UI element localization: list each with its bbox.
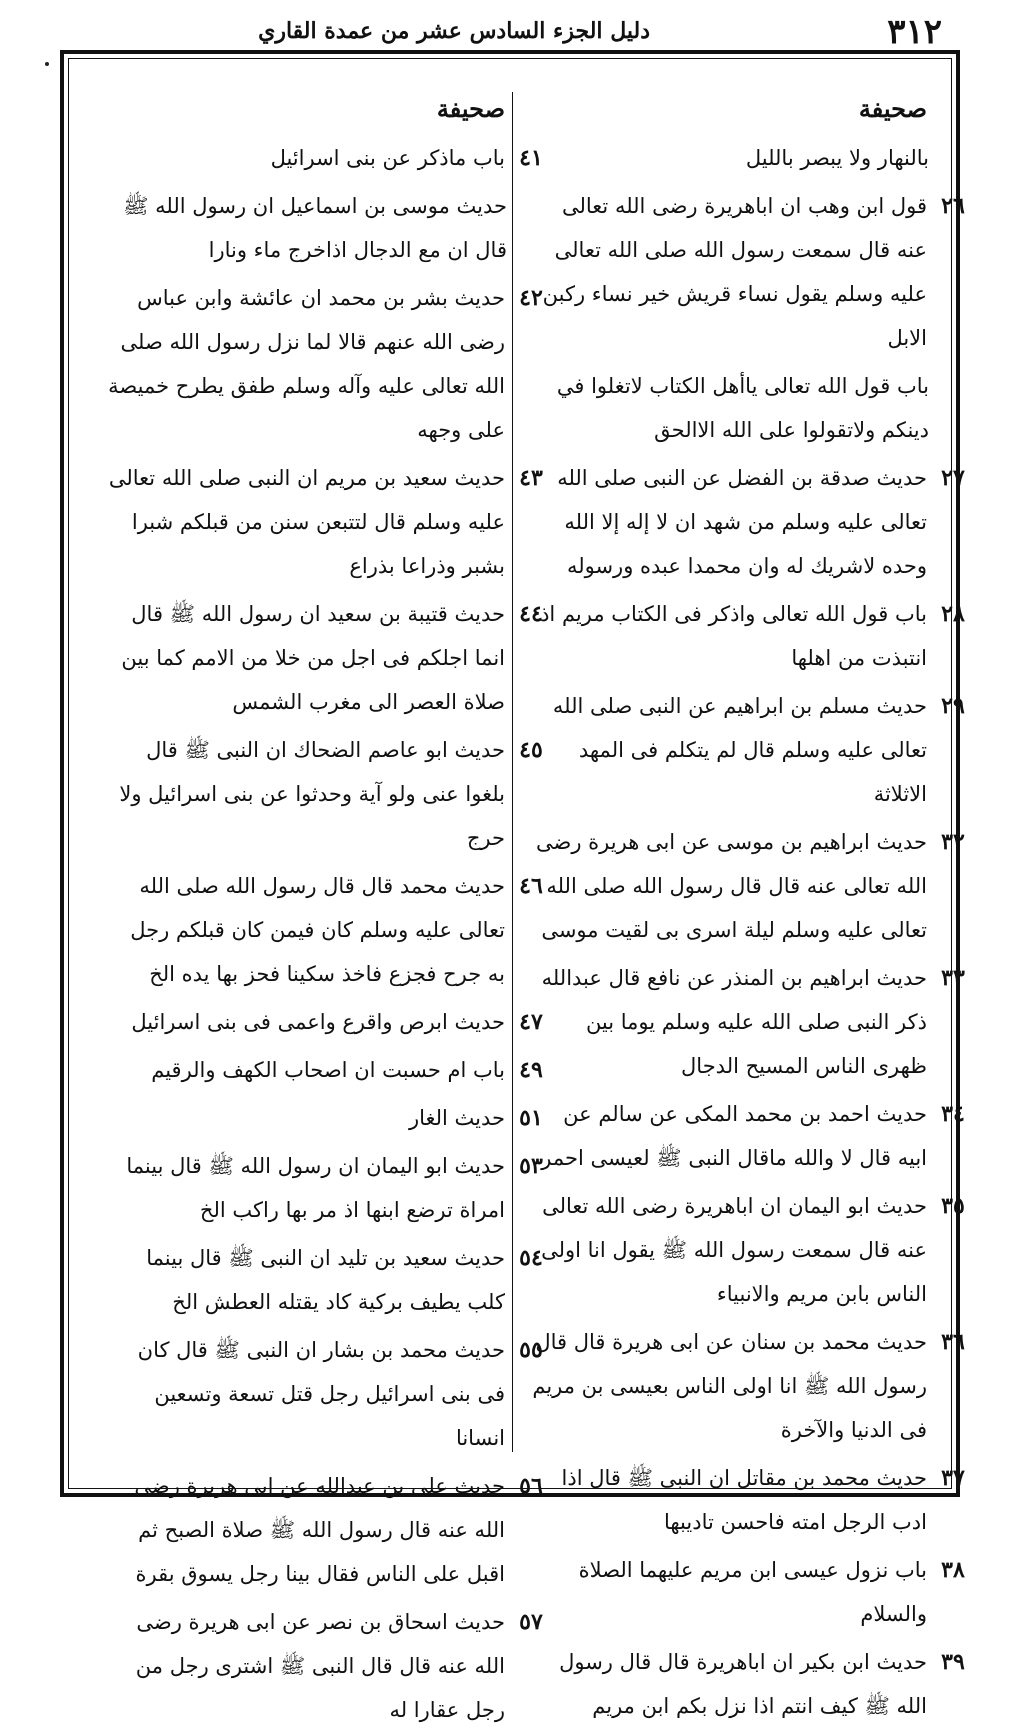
entry-page-number: ٥٣	[519, 1153, 543, 1179]
entry-text: باب ماذكر عن بنى اسرائيل	[270, 146, 505, 170]
index-entry	[107, 1144, 543, 1232]
index-entry	[529, 1092, 965, 1180]
entry-text: حديث سعيد بن مريم ان النبى صلى الله تعالى عليه وسلم قال لتتبعن سنن من قبلكم شبرا بشبر وذراعا بذراع	[108, 466, 505, 578]
entry-page-number: ٣٢	[941, 829, 965, 855]
entry-page-number: ٢٧	[941, 465, 965, 491]
entry-page-number: ٢٩	[941, 693, 965, 719]
index-entry	[107, 864, 543, 996]
entry-page-number: ٤١	[519, 145, 543, 171]
entry-page-number: ٣٧	[941, 1465, 965, 1491]
entry-text: حديث موسى بن اسماعيل ان رسول الله ﷺ قال ان مع الدجال اذاخرج ماء ونارا	[123, 194, 507, 262]
index-entry	[107, 136, 543, 180]
entry-text: حديث سعيد بن تليد ان النبى ﷺ قال بينما كلب يطيف بركية كاد يقتله العطش الخ	[146, 1246, 505, 1314]
entry-page-number: ٢٨	[941, 601, 965, 627]
page-header	[60, 10, 960, 50]
index-entry	[529, 592, 965, 680]
index-entry	[107, 1096, 543, 1140]
entry-text: حديث على بن عبدالله عن ابى هريرة رضى الله عنه قال رسول الله ﷺ صلاة الصبح ثم اقبل على الناس فقال بينا رجل يسوق بقرة	[134, 1474, 505, 1586]
entry-text: حديث ابن بكير ان اباهريرة قال قال رسول الله ﷺ كيف انتم اذا نزل بكم ابن مريم	[559, 1650, 927, 1718]
index-entry	[107, 1236, 543, 1324]
entry-text: حديث ابرص واقرع واعمى فى بنى اسرائيل	[131, 1010, 505, 1034]
entry-page-number: ٣٥	[941, 1193, 965, 1219]
entry-text: حديث مسلم بن ابراهيم عن النبى صلى الله تعالى عليه وسلم قال لم يتكلم فى المهد الاثلاثة	[552, 694, 927, 806]
entry-text: حديث محمد قال قال رسول الله صلى الله تعالى عليه وسلم كان فيمن كان قبلكم رجل به جرح فجزع فاخذ سكينا فحز بها يده الخ	[130, 874, 505, 986]
entry-page-number: ٣٦	[941, 1329, 965, 1355]
entry-page-number: ٥٧	[519, 1609, 543, 1635]
entry-text: حديث ابراهيم بن المنذر عن نافع قال عبدالله ذكر النبى صلى الله عليه وسلم يوما بين ظهرى الناس المسيح الدجال	[541, 966, 927, 1078]
index-entry	[107, 184, 507, 272]
index-entry	[107, 1000, 543, 1044]
entry-page-number: ٢٦	[941, 193, 965, 219]
entry-page-number: ٥٥	[519, 1337, 543, 1363]
entry-text: حديث محمد بن بشار ان النبى ﷺ قال كان فى بنى اسرائيل رجل قتل تسعة وتسعين انسانا	[137, 1338, 505, 1450]
entry-page-number: ٣٨	[941, 1557, 965, 1583]
index-entry	[107, 1328, 543, 1460]
entry-text: حديث محمد بن سنان عن ابى هريرة قال قال رسول الله ﷺ انا اولى الناس بعيسى بن مريم فى الدنيا والآخرة	[532, 1330, 927, 1442]
index-entry	[107, 728, 543, 860]
index-entry	[107, 456, 543, 588]
entry-text: حديث الغار	[408, 1106, 505, 1130]
entry-page-number: ٥٤	[519, 1245, 543, 1271]
index-entry	[529, 184, 965, 360]
index-entry	[107, 1600, 543, 1732]
entry-text: حديث احمد بن محمد المكى عن سالم عن ابيه قال لا والله ماقال النبى ﷺ لعيسى احمر	[541, 1102, 927, 1170]
entry-text: قول ابن وهب ان اباهريرة رضى الله تعالى عنه قال سمعت رسول الله صلى الله تعالى عليه وسلم يقول نساء قريش خير نساء ركبن الابل	[542, 194, 927, 350]
index-entry	[529, 364, 929, 452]
page-number: ٣١٢	[887, 12, 942, 52]
entry-page-number: ٤٣	[519, 465, 543, 491]
index-entry	[529, 1548, 965, 1636]
entry-text: حديث قتيبة بن سعيد ان رسول الله ﷺ قال انما اجلكم فى اجل من خلا من الامم كما بين صلاة العصر الى مغرب الشمس	[121, 602, 505, 714]
index-entry	[529, 1456, 965, 1544]
entry-text: باب قول الله تعالى واذكر فى الكتاب مريم اذ انتبذت من اهلها	[540, 602, 927, 670]
index-entry	[107, 276, 543, 452]
entry-page-number: ٣٩	[941, 1649, 965, 1675]
index-entry	[529, 820, 965, 952]
right-entries-list	[529, 136, 965, 1728]
index-entry	[529, 1184, 965, 1316]
entry-text: باب قول الله تعالى ياأهل الكتاب لاتغلوا في دينكم ولاتقولوا على الله الاالحق	[556, 374, 929, 442]
left-entries-list	[107, 136, 543, 1732]
index-entry	[529, 1320, 965, 1452]
entry-text: حديث صدقة بن الفضل عن النبى صلى الله تعالى عليه وسلم من شهد ان لا إله إلا الله وحده لاشريك له وان محمدا عبده ورسوله	[557, 466, 927, 578]
entry-page-number: ٤٩	[519, 1057, 543, 1083]
index-entry	[529, 684, 965, 816]
entry-page-number: ٤٥	[519, 737, 543, 763]
entry-page-number: ٤٤	[519, 601, 543, 627]
right-column	[529, 90, 965, 1732]
entry-text: حديث ابراهيم بن موسى عن ابى هريرة رضى الله تعالى عنه قال قال رسول الله صلى الله تعالى عليه وسلم ليلة اسرى بى لقيت موسى	[536, 830, 927, 942]
entry-text: حديث اسحاق بن نصر عن ابى هريرة رضى الله عنه قال قال النبى ﷺ اشترى رجل من رجل عقارا له	[135, 1610, 505, 1722]
left-column	[107, 90, 543, 1736]
entry-page-number: ٣٣	[941, 965, 965, 991]
entry-text: حديث ابو عاصم الضحاك ان النبى ﷺ قال بلغوا عنى ولو آية وحدثوا عن بنى اسرائيل ولا حرج	[119, 738, 505, 850]
column-heading: صحيفة	[858, 94, 927, 123]
entry-page-number: ٤٢	[519, 285, 543, 311]
entry-text: حديث ابو اليمان ان رسول الله ﷺ قال بينما امراة ترضع ابنها اذ مر بها راكب الخ	[126, 1154, 505, 1222]
margin-speck	[45, 62, 49, 66]
index-entry	[529, 1640, 965, 1728]
column-heading: صحيفة	[436, 94, 505, 123]
entry-text: باب ام حسبت ان اصحاب الكهف والرقيم	[151, 1058, 505, 1082]
entry-page-number: ٤٦	[519, 873, 543, 899]
entry-page-number: ٥١	[519, 1105, 543, 1131]
index-entry	[107, 1464, 543, 1596]
index-entry	[529, 136, 929, 180]
entry-text: حديث ابو اليمان ان اباهريرة رضى الله تعالى عنه قال سمعت رسول الله ﷺ يقول انا اولى الناس بابن مريم والانبياء	[541, 1194, 927, 1306]
index-entry	[107, 592, 543, 724]
entry-page-number: ٥٦	[519, 1473, 543, 1499]
entry-text: حديث بشر بن محمد ان عائشة وابن عباس رضى الله عنهم قالا لما نزل رسول الله صلى الله تعالى عليه وآله وسلم طفق يطرح خميصة على وجهه	[108, 286, 505, 442]
entry-page-number: ٤٧	[519, 1009, 543, 1035]
running-title: دليل الجزء السادس عشر من عمدة القاري	[258, 18, 650, 44]
index-entry	[529, 956, 965, 1088]
entry-text: باب نزول عيسى ابن مريم عليهما الصلاة والسلام	[578, 1558, 927, 1626]
entry-text: حديث محمد بن مقاتل ان النبى ﷺ قال اذا ادب الرجل امته فاحسن تاديبها	[561, 1466, 927, 1534]
index-entry	[529, 456, 965, 588]
entry-page-number: ٣٤	[941, 1101, 965, 1127]
index-entry	[107, 1048, 543, 1092]
entry-text: بالنهار ولا يبصر بالليل	[745, 146, 929, 170]
